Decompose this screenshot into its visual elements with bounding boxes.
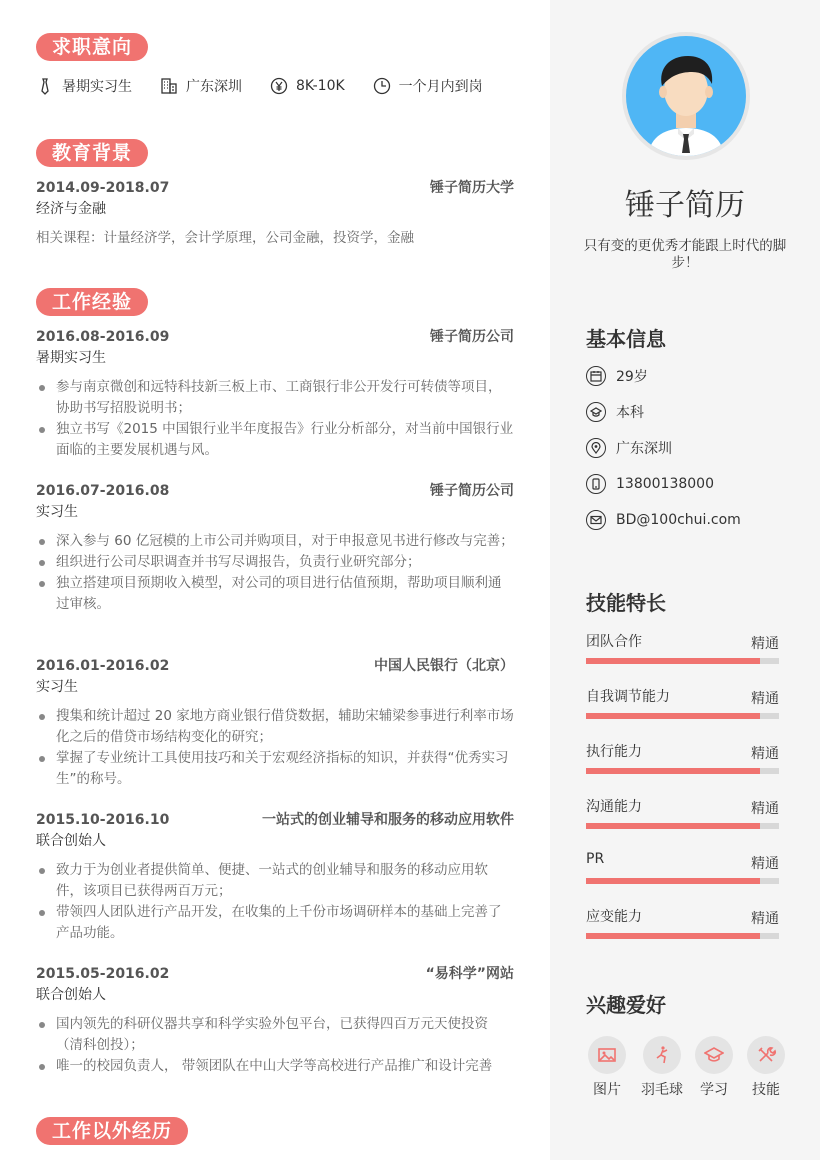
work-entry [36,481,514,615]
skill-level: 精通 [751,691,779,707]
hobby-label: 学习 [700,1082,728,1098]
skill-bar-fill [586,823,760,829]
info-degree [586,402,644,422]
info-city-text: 广东深圳 [616,441,672,457]
phone-icon [586,474,606,494]
info-age [586,366,648,386]
work-org: 一站式的创业辅导和服务的移动应用软件 [262,812,514,828]
intent-city [160,76,242,96]
work-bullet: 致力于为创业者提供简单、便捷、一站式的创业辅导和服务的移动应用软件，该项目已获得两百万元； [36,860,514,902]
work-org: 中国人民银行（北京） [374,658,514,674]
skill-row [586,851,779,887]
mail-icon [586,510,606,530]
picture-icon [597,1045,617,1065]
badminton-icon [652,1045,672,1065]
work-entry [36,964,514,1077]
section-title-extra: 工作以外经历 [36,1117,188,1145]
section-title-work: 工作经验 [36,288,148,316]
hobby-item [746,1036,786,1099]
work-date: 2016.07-2016.08 [36,483,170,499]
tools-icon [756,1045,776,1065]
hobbies-title: 兴趣爱好 [586,993,666,1017]
education-courses: 相关课程：计量经济学，会计学原理，公司金融，投资学，金融 [36,230,414,246]
skill-name: 沟通能力 [586,799,642,815]
tie-icon [36,77,54,95]
intent-salary [270,77,345,95]
skill-name: 自我调节能力 [586,689,670,705]
section-title-education: 教育背景 [36,139,148,167]
hobby-item [587,1036,627,1099]
skill-bar-fill [586,768,760,774]
person-avatar-icon [626,36,746,156]
skill-level: 精通 [751,801,779,817]
info-email-text: BD@100chui.com [616,512,741,528]
work-date: 2015.05-2016.02 [36,966,170,982]
skill-bar-track [586,658,779,664]
work-bullet: 国内领先的科研仪器共享和科学实验外包平台，已获得四百万元天使投资（清科创投）； [36,1014,514,1056]
skill-bar-fill [586,933,760,939]
work-org: 锤子简历公司 [430,329,514,345]
skill-row [586,631,779,667]
intent-position-text: 暑期实习生 [62,79,132,95]
work-bullet: 独立书写《2015 中国银行业半年度报告》行业分析部分，对当前中国银行业面临的主要发展机遇与风。 [36,419,514,461]
work-bullet: 组织进行公司尽职调查并书写尽调报告，负责行业研究部分； [36,552,514,573]
work-org: 锤子简历公司 [430,483,514,499]
yen-icon [270,77,288,95]
work-entry [36,810,514,944]
avatar [622,32,750,160]
skill-name: PR [586,851,605,867]
hobby-label: 图片 [593,1082,621,1098]
skill-level: 精通 [751,911,779,927]
work-role: 联合创始人 [36,833,106,849]
skill-bar-track [586,933,779,939]
education-school: 锤子简历大学 [430,180,514,196]
work-bullet: 参与南京微创和远特科技新三板上市、工商银行非公开发行可转债等项目，协助书写招股说明书； [36,377,514,419]
calendar-icon [586,366,606,386]
hobby-label: 羽毛球 [641,1082,683,1098]
hobby-item [642,1036,682,1099]
skill-bar-track [586,768,779,774]
work-role: 实习生 [36,679,78,695]
skill-name: 执行能力 [586,744,642,760]
hobby-item [694,1036,734,1099]
work-bullet: 带领四人团队进行产品开发，在收集的上千份市场调研样本的基础上完善了产品功能。 [36,902,514,944]
skill-bar-track [586,713,779,719]
info-email [586,510,741,530]
info-city [586,438,672,458]
skill-name: 应变能力 [586,909,642,925]
skill-row [586,741,779,777]
hobby-label: 技能 [752,1082,780,1098]
work-org: “易科学”网站 [425,966,514,982]
skills-title: 技能特长 [586,591,666,615]
skill-level: 精通 [751,636,779,652]
info-degree-text: 本科 [616,405,644,421]
skill-name: 团队合作 [586,634,642,650]
education-head [36,178,514,198]
work-entry [36,327,514,461]
work-bullet: 唯一的校园负责人， 带领团队在中山大学等高校进行产品推广和设计完善 [36,1056,514,1077]
skill-row [586,906,779,942]
work-role: 联合创始人 [36,987,106,1003]
work-bullets [36,531,514,615]
skill-level: 精通 [751,856,779,872]
skill-row [586,796,779,832]
work-bullet: 深入参与 60 亿冠模的上市公司并购项目，对于申报意见书进行修改与完善； [36,531,514,552]
skill-bar-fill [586,878,760,884]
info-phone-text: 13800138000 [616,476,714,492]
basic-info-title: 基本信息 [586,327,666,351]
work-bullets [36,706,514,790]
work-entry [36,656,514,790]
profile-name: 锤子简历 [625,188,745,223]
intent-position [36,76,132,96]
work-date: 2016.01-2016.02 [36,658,170,674]
work-bullet: 搜集和统计超过 20 家地方商业银行借贷数据，辅助宋辅梁参事进行利率市场化之后的借贷市场结构变化的研究； [36,706,514,748]
skill-row [586,686,779,722]
work-date: 2016.08-2016.09 [36,329,170,345]
work-bullet: 掌握了专业统计工具使用技巧和关于宏观经济指标的知识，并获得“优秀实习生”的称号。 [36,748,514,790]
education-entry [36,178,514,249]
work-date: 2015.10-2016.10 [36,812,170,828]
graduation-cap-icon [586,402,606,422]
sidebar [550,0,820,1160]
skill-bar-fill [586,658,760,664]
skill-bar-track [586,878,779,884]
work-role: 暑期实习生 [36,350,106,366]
intent-row [36,74,514,98]
location-pin-icon [586,438,606,458]
intent-availability-text: 一个月内到岗 [398,79,483,95]
info-age-text: 29岁 [616,369,648,385]
skill-level: 精通 [751,746,779,762]
work-role: 实习生 [36,504,78,520]
intent-availability [373,76,483,96]
work-bullet: 独立搭建项目预期收入模型，对公司的项目进行估值预期，帮助项目顺利通过审核。 [36,573,514,615]
work-bullets [36,860,514,944]
clock-icon [373,77,391,95]
building-icon [160,77,178,95]
intent-salary-text: 8K-10K [296,78,345,94]
info-phone [586,474,714,494]
education-major: 经济与金融 [36,201,106,217]
section-title-intent: 求职意向 [36,33,148,61]
education-date: 2014.09-2018.07 [36,180,170,196]
intent-city-text: 广东深圳 [186,79,242,95]
skill-bar-track [586,823,779,829]
skill-bar-fill [586,713,760,719]
work-bullets [36,1014,514,1077]
work-bullets [36,377,514,461]
profile-motto: 只有变的更优秀才能跟上时代的脚步！ [583,238,787,271]
graduation-cap-icon [704,1045,724,1065]
